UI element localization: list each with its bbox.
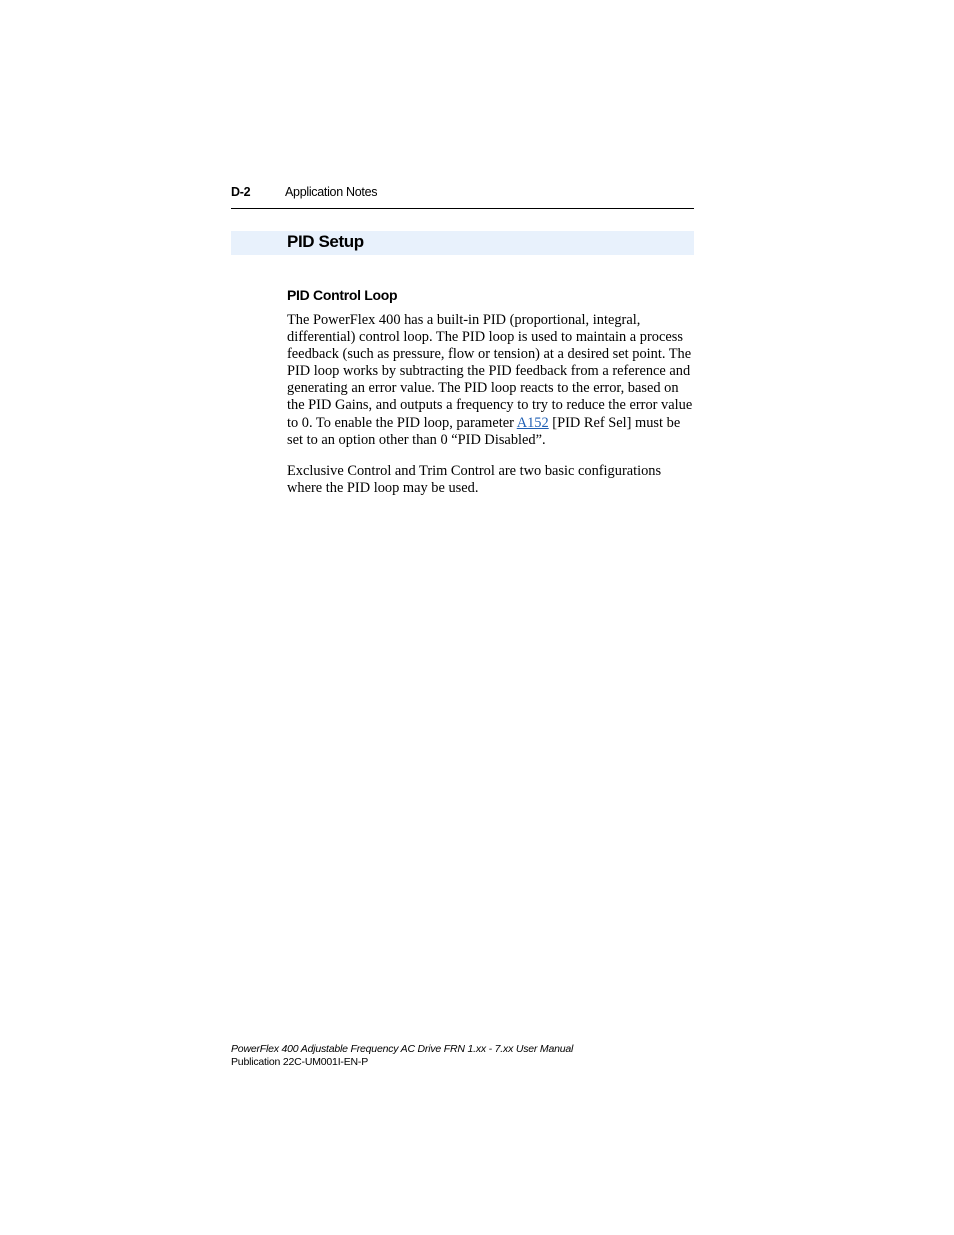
body-paragraph-pid-description — [287, 312, 697, 449]
parameter-a152-link[interactable]: A152 — [516, 414, 549, 431]
body-paragraph-configurations: Exclusive Control and Trim Control are two basic configurations where the PID loop may be used. — [287, 463, 662, 497]
paragraph-text: The PowerFlex 400 has a built-in PID (proportional, integral, differential) control loop. The PID loop is used to maintain a process feedback (such as pressure, flow or tension) at a desired set point. The PID loop works by subtracting the PID feedback from a reference and generating an error value. The PID loop reacts to the error, based on the PID Gains, and outputs a frequency to try to reduce the error value to 0. To enable the PID loop, parameter — [287, 312, 693, 431]
running-section-name: Application Notes — [285, 185, 378, 199]
subsection-title: PID Control Loop — [287, 287, 398, 303]
footer-manual-title: PowerFlex 400 Adjustable Frequency AC Drive FRN 1.xx - 7.xx User Manual — [231, 1043, 574, 1055]
footer-publication-number: Publication 22C-UM001I-EN-P — [231, 1056, 368, 1068]
page-footer — [231, 1043, 573, 1069]
section-title: PID Setup — [287, 232, 364, 251]
section-heading-band — [231, 231, 694, 255]
page-header — [231, 185, 694, 209]
page-number: D-2 — [231, 185, 251, 199]
paragraph-text: [PID Ref Sel] must be set to an option other than 0 “PID Disabled”. — [287, 414, 681, 448]
